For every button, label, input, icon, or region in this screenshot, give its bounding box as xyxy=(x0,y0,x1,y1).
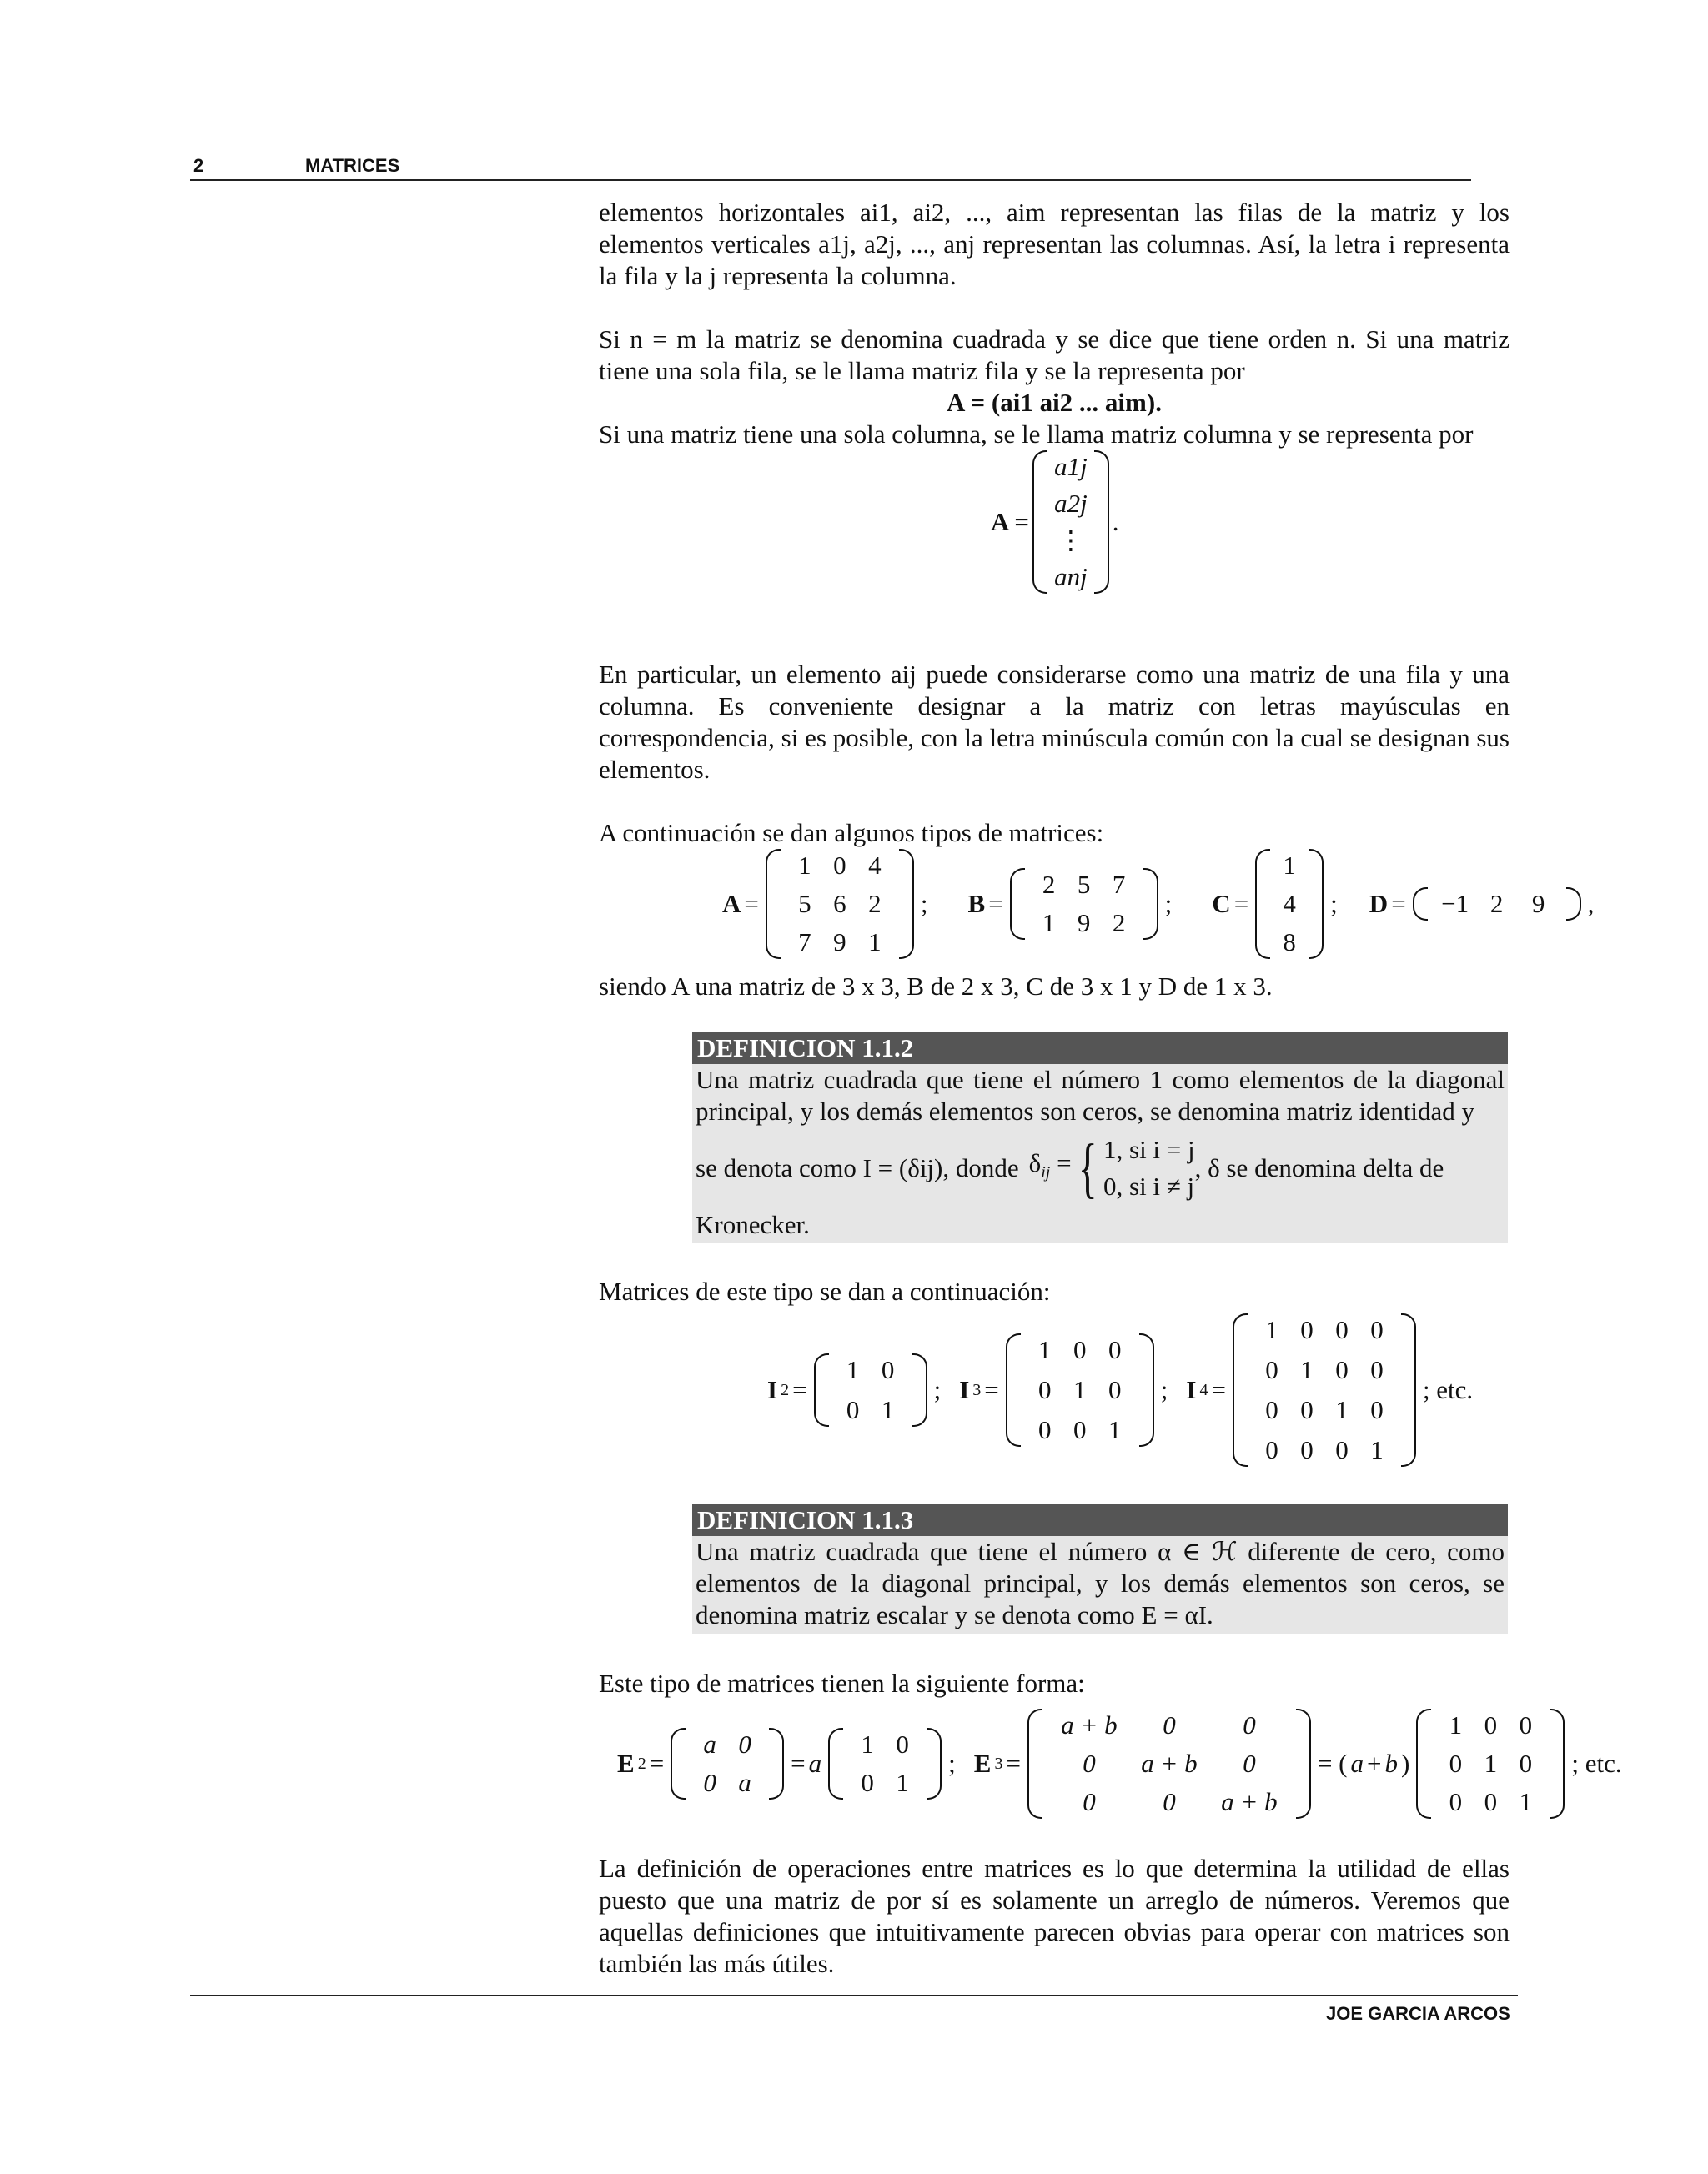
matrix-E2-identity xyxy=(828,1728,942,1800)
matrix-entry: 1 xyxy=(846,1355,860,1384)
definition-1-1-2-title: DEFINICION 1.1.2 xyxy=(692,1032,1508,1064)
matrix-entry: 0 xyxy=(1038,1415,1052,1444)
matrix-entry: 0 xyxy=(1243,1749,1256,1778)
matrix-entry: 0 xyxy=(1335,1355,1349,1384)
matrix-entry: 0 xyxy=(1038,1375,1052,1404)
def-text: Una matriz cuadrada que tiene el número α ∈ ℋ diferente de cero, como elementos de la diagonal principal, y los demás elementos son ceros, se denomina matriz escalar y se denota como E = αI. xyxy=(696,1537,1505,1629)
paragraph-6: siendo A una matriz de 3 x 3, B de 2 x 3, C de 3 x 1 y D de 1 x 3. xyxy=(599,972,1273,1001)
matrix-entry: 1 xyxy=(881,1395,895,1424)
entry: a2j xyxy=(1054,489,1088,518)
def-text-1: Una matriz cuadrada que tiene el número 1 como elementos de la diagonal principal, y los demás elementos son ceros, se denomina matriz identidad y xyxy=(696,1065,1505,1126)
matrix-entry: a + b xyxy=(1061,1710,1118,1740)
matrix-entry: 8 xyxy=(1283,927,1296,956)
matrix-entry: 1 xyxy=(1370,1435,1384,1464)
matrix-entry: 9 xyxy=(833,927,846,956)
matrix-entry: 0 xyxy=(1519,1749,1533,1778)
matrix-entry: 0 xyxy=(1370,1355,1384,1384)
running-head: MATRICES xyxy=(305,155,400,176)
matrix-entry: 0 xyxy=(1108,1375,1122,1404)
matrix-entry: 1 xyxy=(1335,1395,1349,1424)
paragraph-7: Matrices de este tipo se dan a continuación: xyxy=(599,1277,1051,1306)
matrix-entry: 1 xyxy=(1484,1749,1498,1778)
matrix-entry: 0 xyxy=(1083,1749,1096,1778)
kronecker-case-1: 1, si i = j xyxy=(1103,1135,1195,1164)
matrix-I3 xyxy=(1006,1333,1154,1447)
matrix-entry: 0 xyxy=(1300,1435,1314,1464)
matrix-entry: 0 xyxy=(896,1730,909,1759)
matrix-entry: 7 xyxy=(798,927,811,956)
matrix-entry: 1 xyxy=(861,1730,874,1759)
matrix-entry: 2 xyxy=(1489,889,1504,918)
matrix-C xyxy=(1255,849,1324,959)
entry: anj xyxy=(1054,562,1088,591)
definition-1-1-3-title: DEFINICION 1.1.3 xyxy=(692,1504,1508,1536)
paragraph-5: A continuación se dan algunos tipos de matrices: xyxy=(599,818,1104,847)
matrix-entry: 0 xyxy=(1335,1315,1349,1344)
matrix-entry: 0 xyxy=(1108,1335,1122,1364)
matrix-entry: 5 xyxy=(1077,870,1091,899)
example-matrices: A = 1 0 4 5 6 2 7 9 1 ; B = 2 5 7 1 9 2 ; C = 1 4 8 ; D = −1 2 9 , xyxy=(722,849,1594,959)
matrix-entry: 1 xyxy=(1038,1335,1052,1364)
matrix-entry: 0 xyxy=(1265,1355,1278,1384)
matrix-entry: 0 xyxy=(1484,1710,1498,1740)
matrix-entry: −1 xyxy=(1441,889,1469,918)
matrix-entry: 0 xyxy=(1449,1787,1463,1816)
matrix-entry: 0 xyxy=(833,851,846,880)
matrix-entry: a xyxy=(703,1730,716,1759)
matrix-entry: 0 xyxy=(1335,1435,1349,1464)
eq-lhs: A = xyxy=(991,507,1030,536)
matrix-entry: 0 xyxy=(1300,1315,1314,1344)
matrix-entry: 1 xyxy=(798,851,811,880)
matrix-D xyxy=(1413,887,1581,921)
matrix-entry: 1 xyxy=(1108,1415,1122,1444)
matrix-entry: 1 xyxy=(1265,1315,1278,1344)
matrix-entry: 0 xyxy=(703,1768,716,1797)
matrix-entry: 1 xyxy=(1042,908,1056,937)
row-matrix-equation: A = (ai1 ai2 ... aim). xyxy=(947,388,1162,417)
column-matrix xyxy=(1032,450,1109,594)
matrix-entry: 0 xyxy=(1370,1315,1384,1344)
entry: ⋮ xyxy=(1057,525,1084,555)
matrix-entry: 0 xyxy=(1073,1415,1087,1444)
kronecker-case-2: 0, si i ≠ j xyxy=(1103,1172,1195,1201)
matrix-entry: 0 xyxy=(1163,1710,1176,1740)
matrix-E2 xyxy=(671,1728,784,1800)
matrix-entry: 7 xyxy=(1112,870,1126,899)
footer-rule xyxy=(190,1995,1518,1996)
matrix-entry: 0 xyxy=(846,1395,860,1424)
paragraph-8: Este tipo de matrices tienen la siguiente forma: xyxy=(599,1669,1085,1698)
matrix-entry: 2 xyxy=(1112,908,1126,937)
matrix-entry: 1 xyxy=(1283,851,1296,880)
footer-author: JOE GARCIA ARCOS xyxy=(1326,2003,1510,2024)
matrix-entry: 0 xyxy=(1083,1787,1096,1816)
matrix-entry: 0 xyxy=(1265,1395,1278,1424)
matrix-entry: a xyxy=(738,1768,751,1797)
matrix-entry: 1 xyxy=(896,1768,909,1797)
matrix-entry: 9 xyxy=(1077,908,1091,937)
paragraph-4: En particular, un elemento aij puede considerarse como una matriz de una fila y una columna. Es conveniente designar a la matriz con letras mayúsculas en correspondencia, si es posible, con la letra minúscula común con la cual se designan sus elementos. xyxy=(599,660,1510,784)
paragraph-1: elementos horizontales ai1, ai2, ..., aim representan las filas de la matriz y los elementos verticales a1j, a2j, ..., anj representan las columnas. Así, la letra i representa la fila y la j representa la columna. xyxy=(599,198,1510,290)
matrix-entry: 1 xyxy=(1449,1710,1463,1740)
matrix-entry: a + b xyxy=(1141,1749,1198,1778)
matrix-E3 xyxy=(1027,1709,1311,1819)
matrix-entry: 1 xyxy=(1300,1355,1314,1384)
matrix-entry: 0 xyxy=(1484,1787,1498,1816)
matrix-entry: 0 xyxy=(1370,1395,1384,1424)
paragraph-3: Si una matriz tiene una sola columna, se le llama matriz columna y se representa por xyxy=(599,419,1474,449)
matrix-entry: 5 xyxy=(798,889,811,918)
matrix-entry: 0 xyxy=(738,1730,751,1759)
paragraph-9: La definición de operaciones entre matrices es lo que determina la utilidad de ellas puesto que una matriz de por sí es solamente un arreglo de números. Veremos que aquellas definiciones que intuitivamente parecen obvias para operar con matrices son también las más útiles. xyxy=(599,1854,1510,1978)
matrix-entry: 0 xyxy=(1300,1395,1314,1424)
matrix-entry: 9 xyxy=(1531,889,1545,918)
matrix-entry: 1 xyxy=(1519,1787,1533,1816)
matrix-entry: 0 xyxy=(1073,1335,1087,1364)
identity-matrices: I 2 = 1 0 0 1 ; I 3 = 1 0 0 0 1 0 0 0 1 ; I 4 = 1 0 0 0 0 1 0 0 0 0 1 0 0 0 0 1 ; etc. xyxy=(767,1311,1473,1469)
matrix-entry: 2 xyxy=(868,889,882,918)
matrix-I2 xyxy=(814,1353,927,1427)
matrix-I4 xyxy=(1233,1313,1416,1467)
page-number: 2 xyxy=(193,155,204,176)
matrix-entry: 6 xyxy=(833,889,846,918)
scalar-matrices: E 2 = a 0 0 a = a 1 0 0 1 ; E 3 = a + b 0 0 0 a + b 0 0 0 a + b = ( a + b ) 1 0 0 0 1 0 0 0 1 ; etc. xyxy=(617,1701,1622,1826)
matrix-entry: 4 xyxy=(868,851,882,880)
entry: a1j xyxy=(1054,452,1088,481)
matrix-entry: 0 xyxy=(1265,1435,1278,1464)
matrix-entry: 0 xyxy=(1243,1710,1256,1740)
matrix-entry: 4 xyxy=(1283,889,1296,918)
matrix-entry: 0 xyxy=(1449,1749,1463,1778)
header-rule xyxy=(190,179,1471,181)
matrix-entry: 1 xyxy=(1073,1375,1087,1404)
definition-1-1-2-body: Una matriz cuadrada que tiene el número 1 como elementos de la diagonal principal, y los demás elementos son ceros, se denomina matriz identidad y se denota como I = (δij), donde $\delta_{ij}$ = { 1, si i = j 0, si i ≠ j , δ se denomina delta de Kronecker. xyxy=(692,1064,1508,1243)
matrix-A xyxy=(766,849,914,959)
matrix-entry: 2 xyxy=(1042,870,1056,899)
matrix-entry: 0 xyxy=(881,1355,895,1384)
matrix-E3-identity xyxy=(1416,1709,1565,1819)
matrix-B xyxy=(1010,868,1158,940)
paragraph-2: Si n = m la matriz se denomina cuadrada y se dice que tiene orden n. Si una matriz tiene una sola fila, se le llama matriz fila y se la representa por xyxy=(599,324,1510,385)
column-matrix-equation: A = a1j a2j ⋮ anj . xyxy=(991,450,1118,594)
matrix-entry: a + b xyxy=(1221,1787,1278,1816)
matrix-entry: 0 xyxy=(861,1768,874,1797)
def-text-3: Kronecker. xyxy=(696,1210,810,1239)
matrix-entry: 0 xyxy=(1163,1787,1176,1816)
matrix-entry: 1 xyxy=(868,927,882,956)
matrix-entry: 0 xyxy=(1519,1710,1533,1740)
definition-1-1-3-body xyxy=(692,1536,1508,1634)
